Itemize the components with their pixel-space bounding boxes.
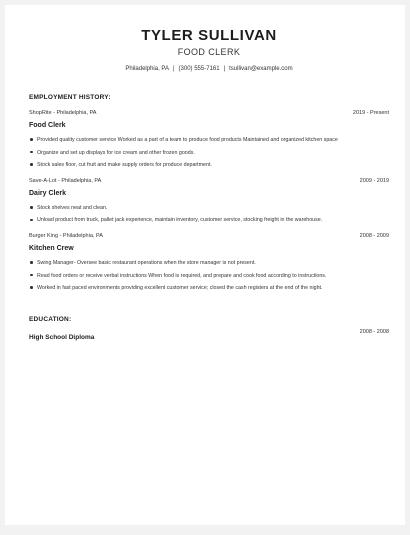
- employment-heading: EMPLOYMENT HISTORY:: [29, 94, 111, 101]
- contact-line: [29, 66, 389, 72]
- job-bullets: [29, 205, 389, 224]
- job-meta: [29, 233, 389, 239]
- job-bullet: [29, 285, 389, 292]
- bullet-icon: [30, 206, 33, 209]
- candidate-name: TYLER SULLIVAN: [141, 27, 277, 44]
- job-employer: Save-A-Lot - Philadelphia, PA: [29, 177, 102, 184]
- bullet-icon: [30, 138, 33, 141]
- job-meta: [29, 178, 389, 184]
- job-meta: [29, 110, 389, 116]
- job-position: Dairy Clerk: [29, 189, 66, 197]
- job-bullet: [29, 137, 389, 144]
- resume-page: [5, 5, 405, 525]
- job-bullet: [29, 217, 389, 224]
- bullet-text: Stock sales floor, cut fruit and make supply orders for produce department.: [37, 162, 212, 169]
- contact-phone: (300) 555-7161: [178, 66, 220, 72]
- job-dates: 2019 - Present: [352, 110, 389, 116]
- bullet-text: Provided quality customer service Worked as a part of a team to produce food products Maintained and organized kitchen space: [37, 137, 338, 143]
- bullet-icon: [30, 261, 33, 264]
- bullet-text: Worked in fast paced environments providing excellent customer service; closed the cash registers at the end of the night.: [37, 285, 323, 292]
- job-entry: [29, 178, 389, 224]
- job-bullet: [29, 150, 389, 157]
- job-dates: 2008 - 2009: [359, 233, 389, 240]
- bullet-icon: [30, 151, 33, 154]
- job-bullets: [29, 260, 389, 292]
- job-entry: [29, 110, 389, 169]
- job-dates: 2009 - 2019: [359, 177, 389, 184]
- contact-email: tsullivan@example.com: [229, 66, 293, 72]
- bullet-icon: [30, 274, 33, 277]
- job-bullet: [29, 273, 389, 280]
- bullet-text: Swing Manager- Oversee basic restaurant operations when the store manager is not present.: [37, 260, 256, 267]
- job-employer: Burger King - Philadelphia, PA: [29, 233, 103, 240]
- bullet-icon: [30, 286, 33, 289]
- job-entry: [29, 233, 389, 292]
- job-bullets: [29, 137, 389, 169]
- job-bullet: [29, 260, 389, 267]
- job-bullet: [29, 162, 389, 169]
- education-degree: High School Diploma: [29, 333, 95, 341]
- job-bullet: [29, 205, 389, 212]
- contact-separator: |: [172, 66, 175, 72]
- bullet-text: Read food orders or receive verbal instructions When food is required, and prepare and cook food according to instructions.: [37, 272, 327, 279]
- education-dates: 2008 - 2008: [359, 328, 389, 335]
- education-heading: EDUCATION:: [29, 315, 72, 323]
- job-title-header: FOOD CLERK: [177, 47, 241, 57]
- bullet-text: Organize and set up displays for ice cream and other frozen goods.: [37, 149, 195, 156]
- job-position: Food Clerk: [29, 122, 66, 129]
- bullet-text: Stock shelves neat and clean.: [37, 204, 108, 211]
- bullet-text: Unload product from truck, pallet jack experience, maintain inventory, customer service, stocking freight in the warehouse.: [37, 217, 323, 224]
- contact-separator: |: [223, 66, 226, 72]
- education-entry: [29, 329, 389, 341]
- contact-location: Philadelphia, PA: [125, 66, 169, 72]
- bullet-icon: [30, 219, 33, 222]
- job-position: Kitchen Crew: [29, 245, 74, 253]
- job-employer: ShopRite - Philadelphia, PA: [29, 110, 97, 116]
- bullet-icon: [30, 163, 33, 166]
